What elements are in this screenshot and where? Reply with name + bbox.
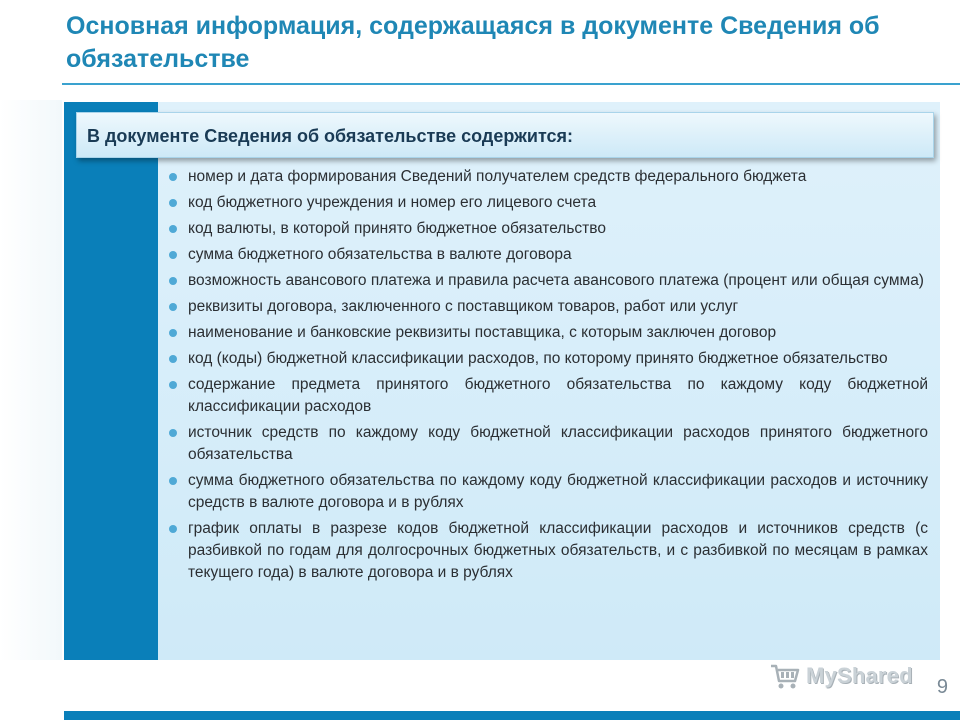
info-list — [168, 166, 928, 588]
left-edge-decoration — [0, 100, 62, 660]
list-item-text: возможность авансового платежа и правила расчета авансового платежа (процент или общая сумма) — [188, 272, 924, 289]
bullet-icon — [169, 429, 177, 437]
bullet-icon — [169, 303, 177, 311]
list-item — [168, 166, 928, 188]
bullet-icon — [169, 225, 177, 233]
watermark[interactable] — [768, 658, 913, 694]
list-item-text: реквизиты договора, заключенного с поставщиком товаров, работ или услуг — [188, 298, 739, 315]
watermark-text: MyShared — [806, 663, 913, 688]
list-item — [168, 470, 928, 514]
bullet-icon — [169, 381, 177, 389]
list-item — [168, 270, 928, 292]
list-item — [168, 192, 928, 214]
list-item-text: код бюджетного учреждения и номер его лицевого счета — [188, 194, 597, 211]
bullet-icon — [169, 329, 177, 337]
list-item — [168, 348, 928, 370]
title-divider — [62, 83, 960, 85]
bullet-icon — [169, 251, 177, 259]
list-item — [168, 422, 928, 466]
list-item-text: содержание предмета принятого бюджетного обязательства по каждому коду бюджетной классификации расходов — [188, 376, 928, 415]
list-item — [168, 374, 928, 418]
bullet-icon — [169, 277, 177, 285]
list-item-text: сумма бюджетного обязательства в валюте договора — [188, 246, 572, 263]
list-item-text: график оплаты в разрезе кодов бюджетной классификации расходов и источников средств (с разбивкой по годам для долгосрочных бюджетных обязательств, и с разбивкой по месяцам в рамках текущего года) в валюте договора и в рублях — [188, 520, 928, 581]
list-item-text: сумма бюджетного обязательства по каждому коду бюджетной классификации расходов и источнику средств в валюте договора и в рублях — [188, 472, 928, 511]
panel-header: В документе Сведения об обязательстве содержится: — [76, 112, 934, 158]
bullet-icon — [169, 173, 177, 181]
list-item — [168, 244, 928, 266]
accent-bar — [64, 102, 158, 660]
slide-title: Основная информация, содержащаяся в документе Сведения об обязательстве — [66, 12, 880, 73]
list-item — [168, 218, 928, 240]
list-item — [168, 518, 928, 584]
bullet-icon — [169, 355, 177, 363]
list-item-text: код валюты, в которой принято бюджетное обязательство — [188, 220, 606, 237]
list-item-text: источник средств по каждому коду бюджетной классификации расходов принятого бюджетного обязательства — [188, 424, 928, 463]
bullet-icon — [169, 477, 177, 485]
bullet-icon — [169, 525, 177, 533]
page-number: 9 — [936, 676, 948, 698]
list-item-text: наименование и банковские реквизиты поставщика, с которым заключен договор — [188, 324, 777, 341]
list-item — [168, 322, 928, 344]
shopping-cart-icon — [768, 659, 802, 693]
footer-bar — [64, 711, 960, 720]
list-item-text: код (коды) бюджетной классификации расходов, по которому принято бюджетное обязательство — [188, 350, 888, 367]
list-item-text: номер и дата формирования Сведений получателем средств федерального бюджета — [188, 168, 807, 185]
bullet-icon — [169, 199, 177, 207]
list-item — [168, 296, 928, 318]
